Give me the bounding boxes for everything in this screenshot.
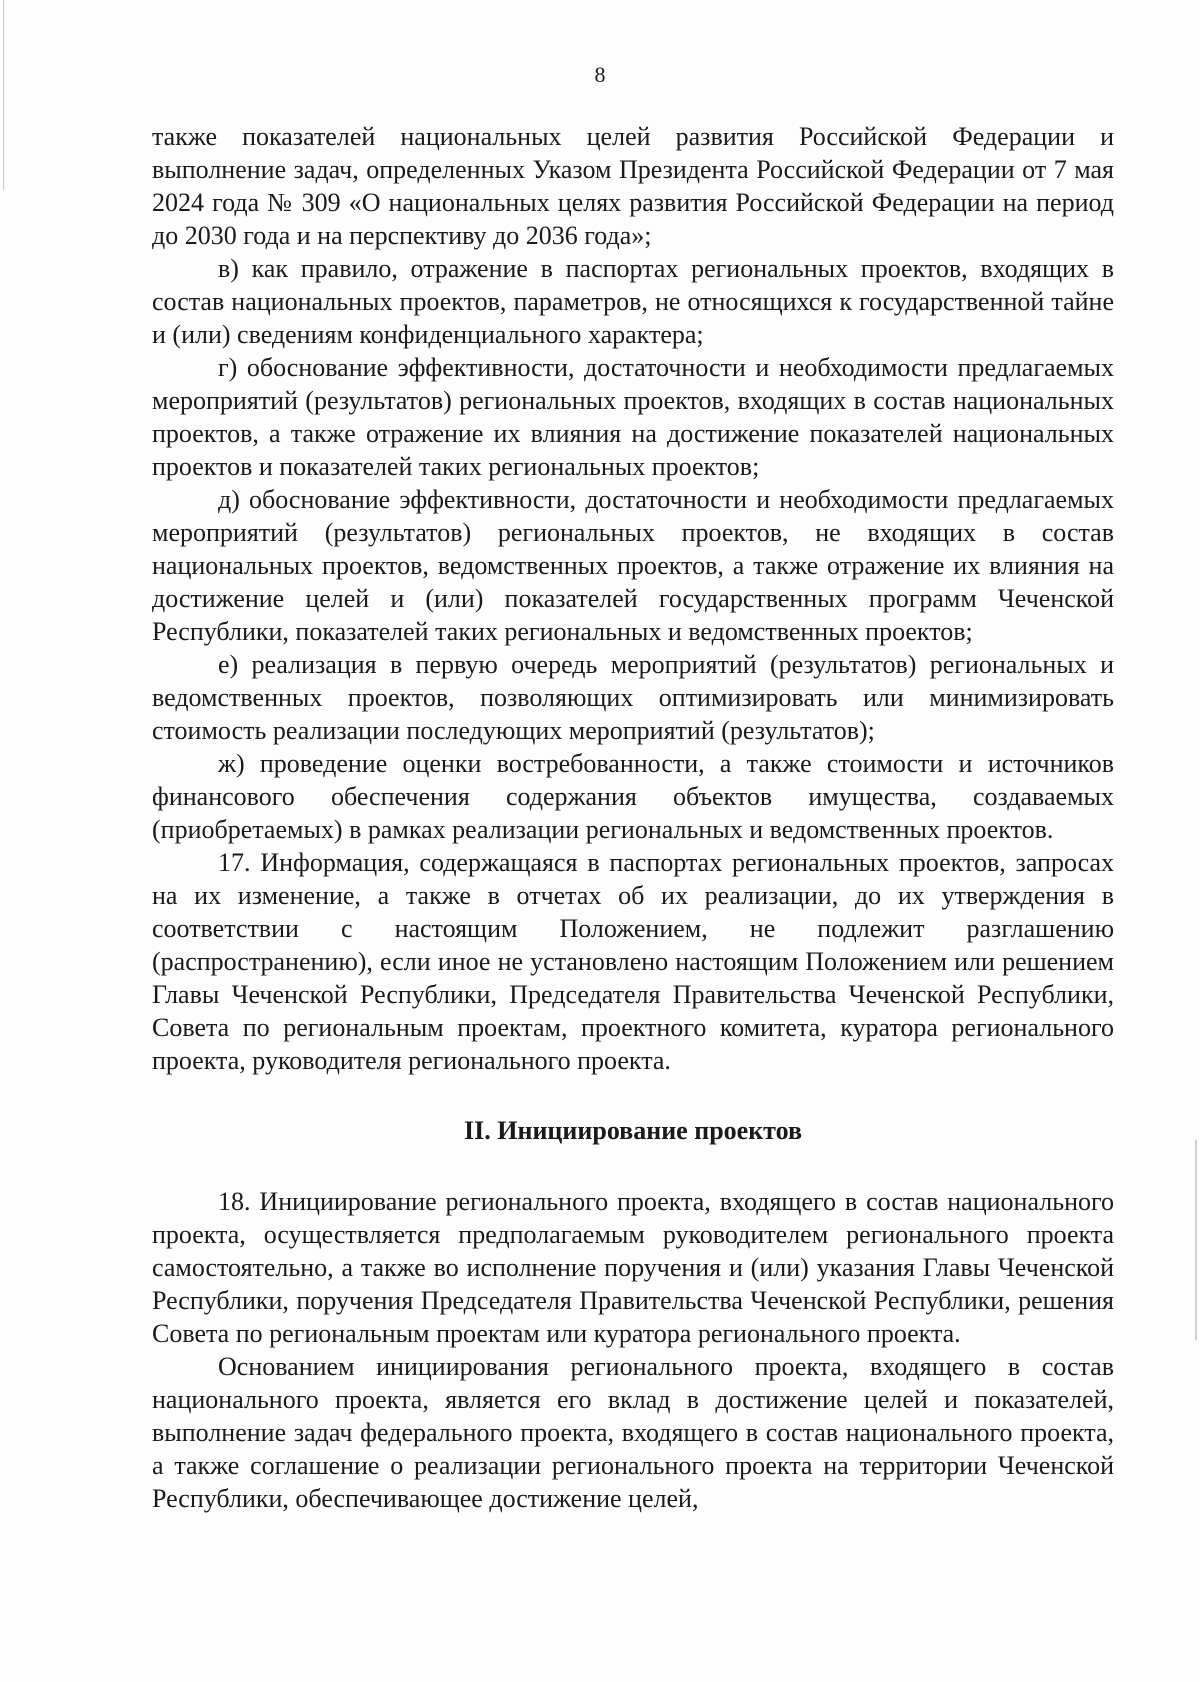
- document-body: [152, 120, 1114, 1515]
- paragraph-clause-18: 18. Инициирование регионального проекта, входящего в состав национального проекта, осуществляется предполагаемым руководителем регионального проекта самостоятельно, а также во исполнение поручения и (или) указания Главы Чеченской Республики, поручения Председателя Правительства Чеченской Республики, решения Совета по региональным проектам или куратора регионального проекта.: [152, 1187, 1114, 1348]
- paragraph-item-d: д) обоснование эффективности, достаточности и необходимости предлагаемых мероприятий (результатов) региональных проектов, не входящих в состав национальных проектов, ведомственных проектов, а также отражение их влияния на достижение целей и (или) показателей государственных программ Чеченской Республики, показателей таких региональных и ведомственных проектов;: [152, 485, 1114, 646]
- paragraph-continued: также показателей национальных целей развития Российской Федерации и выполнение задач, определенных Указом Президента Российской Федерации от 7 мая 2024 года № 309 «О национальных целях развития Российской Федерации на период до 2030 года и на перспективу до 2036 года»;: [152, 122, 1114, 250]
- page-number: 8: [594, 62, 606, 87]
- scan-edge-right: [1195, 1140, 1197, 1340]
- scan-edge-left: [3, 0, 4, 190]
- paragraph-item-v: в) как правило, отражение в паспортах региональных проектов, входящих в состав национальных проектов, параметров, не относящихся к государственной тайне и (или) сведениям конфиденциального характера;: [152, 254, 1114, 349]
- paragraph-item-e: е) реализация в первую очередь мероприятий (результатов) региональных и ведомственных проектов, позволяющих оптимизировать или минимизировать стоимость реализации последующих мероприятий (результатов);: [152, 650, 1114, 745]
- paragraph-clause-17: 17. Информация, содержащаяся в паспортах региональных проектов, запросах на их изменение, а также в отчетах об их реализации, до их утверждения в соответствии с настоящим Положением, не подлежит разглашению (распространению), если иное не установлено настоящим Положением или решением Главы Чеченской Республики, Председателя Правительства Чеченской Республики, Совета по региональным проектам, проектного комитета, куратора регионального проекта, руководителя регионального проекта.: [152, 848, 1114, 1075]
- paragraph-item-zh: ж) проведение оценки востребованности, а также стоимости и источников финансового обеспечения содержания объектов имущества, создаваемых (приобретаемых) в рамках реализации региональных и ведомственных проектов.: [152, 749, 1114, 844]
- section-title: II. Инициирование проектов: [464, 1116, 802, 1145]
- paragraph-item-g: г) обоснование эффективности, достаточности и необходимости предлагаемых мероприятий (результатов) региональных проектов, входящих в состав национальных проектов, а также отражение их влияния на достижение показателей национальных проектов и показателей таких региональных проектов;: [152, 353, 1114, 481]
- paragraph-initiation-basis: Основанием инициирования регионального проекта, входящего в состав национального проекта, является его вклад в достижение целей и показателей, выполнение задач федерального проекта, входящего в состав национального проекта, а также соглашение о реализации регионального проекта на территории Чеченской Республики, обеспечивающее достижение целей,: [152, 1352, 1114, 1513]
